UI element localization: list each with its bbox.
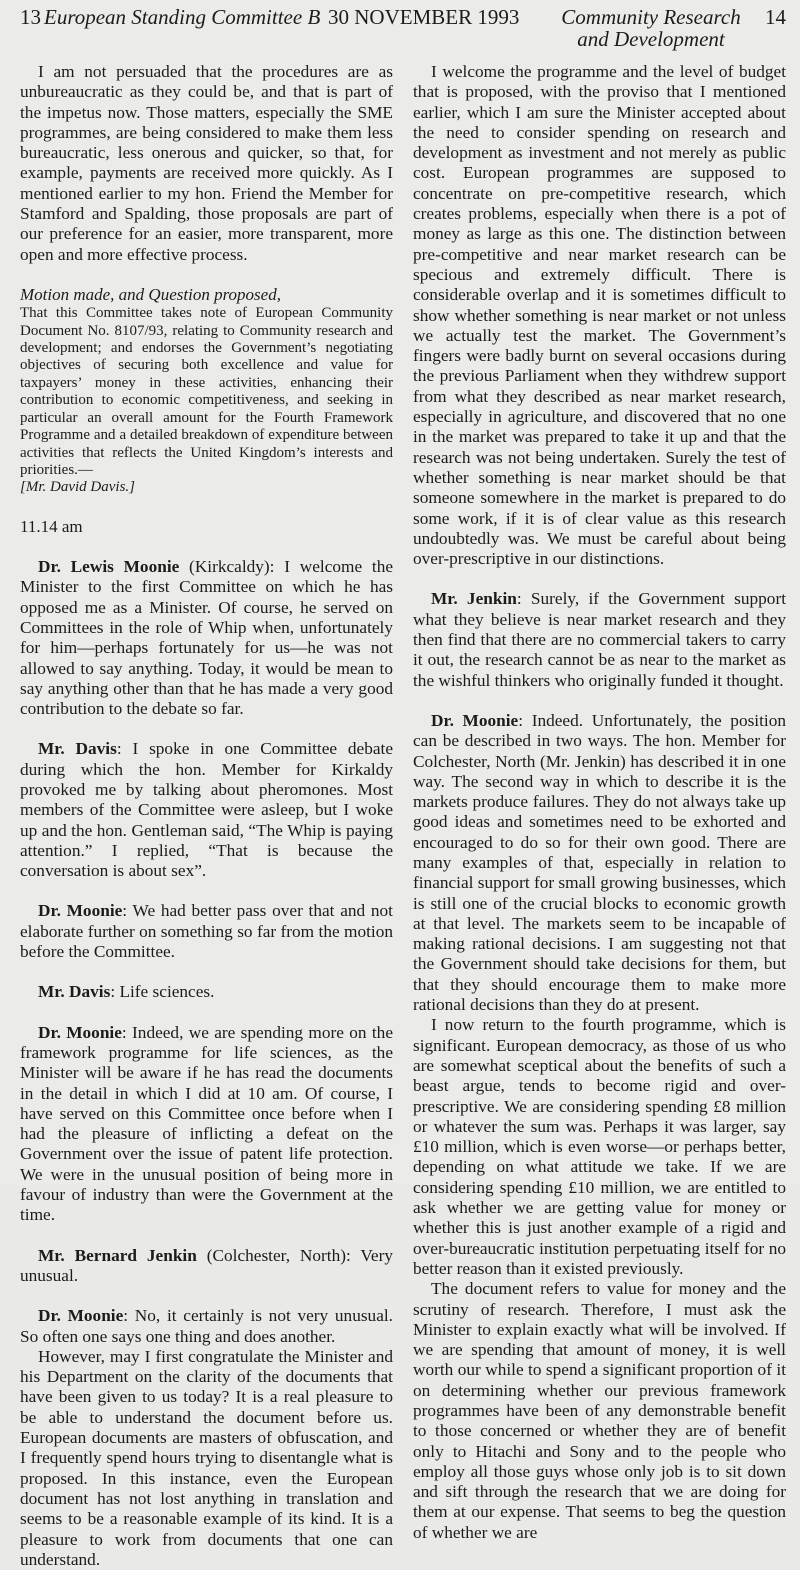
speech-text: (Colchester, North): Very unusual. [20, 1245, 393, 1285]
left-column [20, 62, 393, 1570]
speaker-name: Dr. Lewis Moonie [38, 557, 180, 577]
speech [20, 1023, 393, 1226]
speaker-name: Dr. Moonie [38, 1022, 122, 1042]
right-column [413, 62, 786, 1570]
speaker-name: Mr. Jenkin [431, 589, 517, 609]
page-header [20, 6, 786, 62]
speech-text: : Surely, if the Government support what they believe is near market research and they then find that there are no commercial takers to carry it out, the research cannot be as near to the market as the wishful thinkers who originally funded it thought. [413, 589, 786, 690]
motion-text [20, 305, 393, 496]
speaker-name: Dr. Moonie [38, 901, 123, 921]
speech-text: : We had better pass over that and not elaborate further on something so far from the motion before the Committee. [20, 901, 393, 962]
speech [20, 901, 393, 962]
speech-text: : No, it certainly is not very unusual. So often one says one thing and does another. [20, 1306, 393, 1346]
speech-text: : I spoke in one Committee debate during which the hon. Member for Kirkaldy provoked me by talking about pheromones. Most members of the Committee were asleep, but I woke up and the hon. Gentleman said, “The Whip is paying attention.” I replied, “That is because the conversation is about sex”. [20, 739, 394, 881]
page-number-left: 13 [20, 5, 41, 29]
paragraph: I welcome the programme and the level of budget that is proposed, with the proviso that I mentioned earlier, which I am sure the Minister accepted about the need to consider spending on research and development as investment and not merely as public cost. European programmes are supposed to concentrate on pre-competitive research, which creates problems, especially when there is a pot of money as large as this one. The distinction between pre-competitive and near market research can be specious and extremely difficult. There is considerable overlap and it is sometimes difficult to show whether something is near market or not unless we actually test the market. The Government’s fingers were badly burnt on several occasions during the previous Parliament when they withdrew support from what they described as near market research, especially in agriculture, and discovered that no one in the market was prepared to take it up and that the research was not being undertaken. Surely the test of whether something is near market should be that someone somewhere in the market is prepared to do some work, if it is of clear value as this research undoubtedly was. We must be careful about being over-prescriptive in our distinctions. [413, 62, 786, 569]
speech [20, 982, 393, 1002]
speech-text: : Life sciences. [110, 982, 215, 1002]
speaker-name: Mr. Bernard Jenkin [38, 1245, 197, 1265]
text-columns [20, 62, 786, 1570]
speaker-name: Mr. Davis [38, 982, 111, 1002]
paragraph: I now return to the fourth programme, which is significant. European democracy, as those of us who are somewhat sceptical about the benefits of such a beast argue, tends to become rigid and over-prescriptive. We are considering spending £8 million or whatever the sum was. Perhaps it was larger, say £10 million, which is even worse—or perhaps better, depending on what attitude we take. If we are considering spending £10 million, we are entitled to ask whether we are getting value for money or whether this is just another example of a rigid and over-bureaucratic institution perpetuating itself for no better reason than it existed previously. [413, 1015, 786, 1278]
page-number-right: 14 [765, 5, 786, 29]
speaker-name: Dr. Moonie [431, 710, 519, 730]
speech [413, 589, 786, 690]
speech [20, 557, 393, 719]
paragraph: However, may I first congratulate the Minister and his Department on the clarity of the documents that have been given to us today? It is a real pleasure to be able to understand the document before us. European documents are masters of obfuscation, and I frequently spend hours trying to disentangle what is proposed. In this instance, even the European document has not lost anything in translation and seems to be a reasonable example of its kind. It is a pleasure to work from documents that one can understand. [20, 1346, 393, 1569]
time-stamp: 11.14 am [20, 516, 83, 536]
speech-text: : Indeed. Unfortunately, the position can be described in two ways. The hon. Member for Colchester, North (Mr. Jenkin) has described it in one way. The second way in which to describe it is the markets produce failures. They do not always take up good ideas and sometimes need to be exhorted and encouraged to do so for their own good. There are many examples of that, especially in relation to financial support for small growing businesses, which is still one of the crucial blocks to economic growth at that level. The markets seem to be incapable of making rational decisions. I am suggesting not that the Government should take decisions for them, but that they should encourage them to make more rational decisions than they do at present. [413, 710, 786, 1015]
debate-topic: Community Research and Development [561, 5, 741, 52]
motion-heading: Motion made, and Question proposed, [20, 284, 281, 304]
speech [20, 1246, 393, 1287]
speech-text: (Kirkcaldy): I welcome the Minister to the first Committee on which he has opposed me as a Minister. Of course, he served on Committees in the role of Whip when, unfortunately for him—perhaps fortunately for us—he was not allowed to say anything. Today, it would be mean to say anything other than that he has made a very good contribution to the debate so far. [20, 557, 394, 719]
paragraph: The document refers to value for money and the scrutiny of research. Therefore, I must ask the Minister to explain exactly what will be involved. If we are spending that amount of money, it is well worth our while to spend a significant proportion of it on determining whether our previous framework programmes have been of any demonstrable benefit to those concerned or whether they are of benefit only to Hitachi and Sony and to the people who employ all those guys whose only job is to sit down and sift through the research that we are doing for them at our expense. That seems to beg the question of whether we are [413, 1279, 786, 1542]
paragraph: I am not persuaded that the procedures are as unbureaucratic as they could be, and that is part of the impetus now. Those matters, especially the SME programmes, are being considered to make them less bureaucratic, less onerous and quicker, so that, for example, payments are received more quickly. As I mentioned earlier to my hon. Friend the Member for Stamford and Spalding, those proposals are part of our preference for an easier, more transparent, more open and more effective process. [20, 62, 393, 264]
speech [413, 711, 786, 1015]
speaker-name: Mr. Davis [38, 739, 117, 759]
speech-text: : Indeed, we are spending more on the framework programme for life sciences, as the Minister will be aware if he has read the documents in the detail in which I did at 10 am. Of course, I have served on this Committee once before when I had the pleasure of inflicting a defeat on the Government over the issue of patent life protection. We were in the unusual position of being more in favour of industry than were the Government at the time. [20, 1022, 393, 1225]
committee-name: European Standing Committee B [44, 5, 321, 29]
speech [20, 739, 393, 881]
motion-mover: [Mr. David Davis.] [20, 479, 135, 496]
sitting-date: 30 NOVEMBER 1993 [328, 5, 520, 29]
speech [20, 1306, 393, 1347]
motion-body: That this Committee takes note of European Community Document No. 8107/93, relating to Community research and development; and endorses the Government’s negotiating objectives of securing both excellence and value for taxpayers’ money in these activities, enhancing their contribution to economic competitiveness, and seeking in particular an overall amount for the Fourth Framework Programme and a detailed breakdown of expenditure between activities that reflects the United Kingdom’s interests and priorities.— [20, 305, 393, 478]
speaker-name: Dr. Moonie [38, 1306, 124, 1326]
